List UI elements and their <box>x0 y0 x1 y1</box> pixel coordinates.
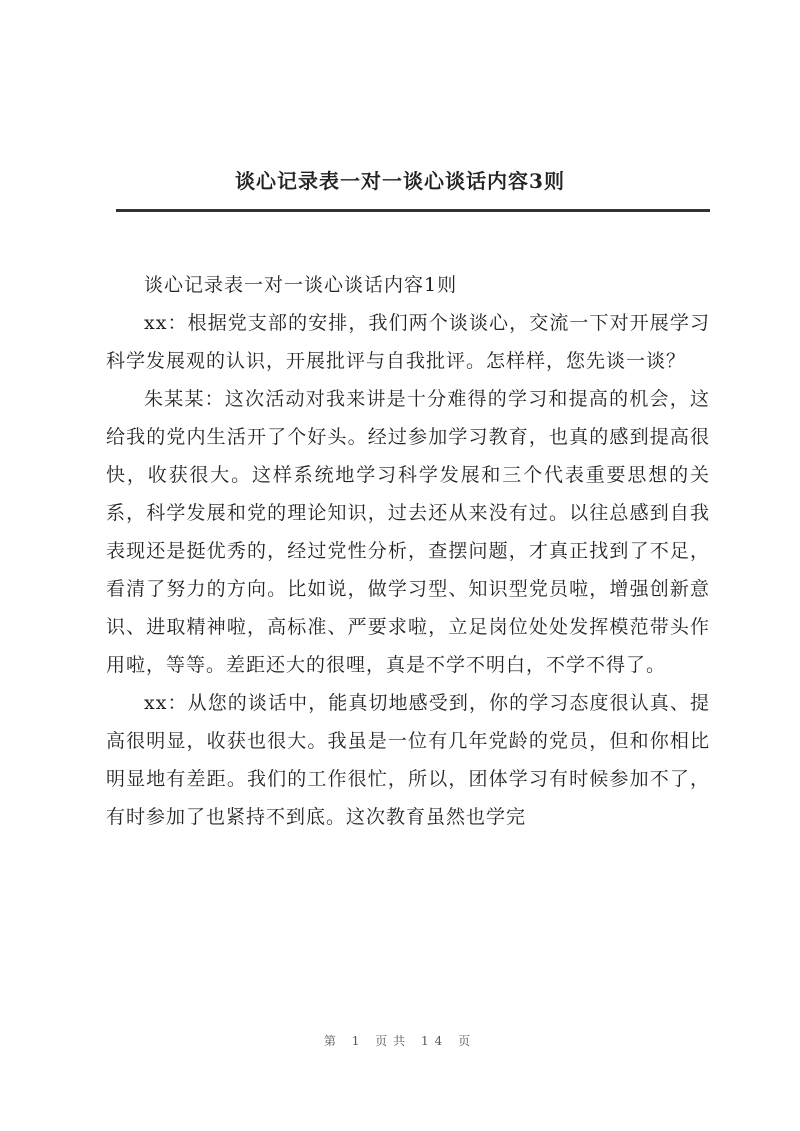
title-divider <box>116 209 710 212</box>
paragraph-3: 朱某某：这次活动对我来讲是十分难得的学习和提高的机会，这给我的党内生活开了个好头。经过参加学习教育，也真的感到提高很快，收获很大。这样系统地学习科学发展和三个代表重要思想的关系，科学发展和党的理论知识，过去还从来没有过。以往总感到自我表现还是挺优秀的，经过党性分析，查摆问题，才真正找到了不足，看清了努力的方向。比如说，做学习型、知识型党员啦，增强创新意识、进取精神啦，高标准、严要求啦，立足岗位处处发挥模范带头作用啦，等等。差距还大的很哩，真是不学不明白，不学不得了。 <box>106 388 710 676</box>
footer-current-page: 1 <box>351 1034 366 1048</box>
footer-middle: 页共 <box>375 1034 412 1048</box>
document-body <box>106 266 710 836</box>
paragraph-1: 谈心记录表一对一谈心谈话内容1则 <box>144 274 458 296</box>
footer-suffix: 页 <box>458 1034 477 1048</box>
footer-prefix: 第 <box>323 1034 342 1048</box>
document-title: 谈心记录表一对一谈心谈话内容3则 <box>235 169 565 193</box>
page-footer <box>0 1032 800 1049</box>
footer-total-pages: 14 <box>421 1034 449 1048</box>
paragraph-4: xx：从您的谈话中，能真切地感受到，你的学习态度很认真、提高很明显，收获也很大。我虽是一位有几年党龄的党员，但和你相比明显地有差距。我们的工作很忙，所以，团体学习有时候参加不了，有时参加了也紧持不到底。这次教育虽然也学完 <box>106 692 710 828</box>
paragraph-2: xx：根据党支部的安排，我们两个谈谈心，交流一下对开展学习科学发展观的认识，开展批评与自我批评。怎样样，您先谈一谈？ <box>106 312 710 372</box>
